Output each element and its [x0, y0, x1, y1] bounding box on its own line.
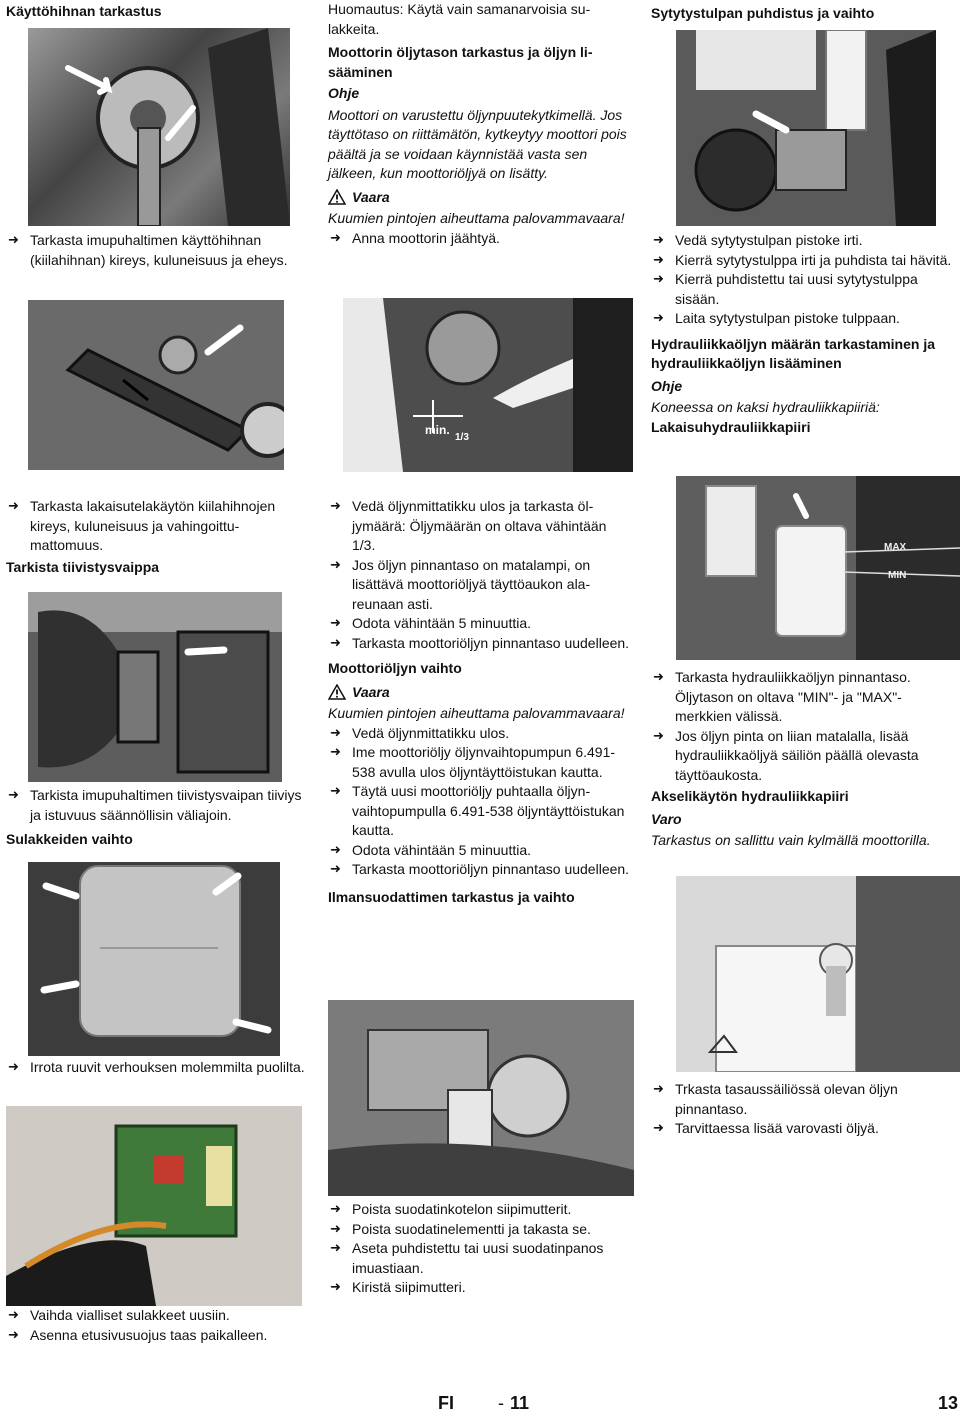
photo-front-cover	[28, 862, 280, 1056]
ohje-label: Ohje	[328, 85, 360, 101]
list-item: ➜ Tarvittaessa lisää varovasti öljyä.	[651, 1119, 954, 1139]
spark-heading-wrap	[651, 4, 954, 24]
hydraulic-heading: Hydrauliikkaöljyn määrän tarkastaminen ja hydrauliikkaöljyn lisääminen	[651, 335, 936, 371]
list-item: ➜ Tarkista imupuhaltimen tiivistysvaipan tiiviys ja istuvuus säännöllisin väliajoin.	[6, 786, 306, 825]
oil-change-heading: Moottoriöljyn vaihto	[328, 660, 462, 676]
warning-icon	[328, 189, 346, 205]
caution-text: Tarkastus on sallittu vain kylmällä moottorilla.	[651, 832, 931, 848]
list-item: ➜ Anna moottorin jäähtyä.	[328, 229, 633, 249]
warning-icon	[328, 684, 346, 700]
photo-spark-plug-graphic	[676, 30, 936, 226]
photo-dipstick	[343, 298, 633, 472]
spark-section	[651, 231, 954, 437]
list-item: ➜ Poista suodatinelementti ja takasta se.	[328, 1220, 633, 1240]
footer-separator: -	[498, 1393, 504, 1413]
photo-hydraulic-tank	[676, 476, 960, 660]
list-item: ➜ Ime moottoriöljy öljynvaihtopumpun 6.491-538 avulla ulos öljyntäyttöistukan kautta.	[328, 743, 633, 782]
list-item: ➜ Kierrä sytytystulppa irti ja puhdista tai hävitä.	[651, 251, 954, 271]
fuse-steps	[6, 1306, 306, 1345]
photo-spark-plug	[676, 30, 936, 226]
seal-steps	[6, 786, 306, 850]
section-belt-heading: Käyttöhihnan tarkastus	[6, 3, 162, 19]
oil-section	[328, 0, 633, 248]
ohje-text: Moottori on varustettu öljynpuutekytkimellä. Jos täyttötaso on riittämätön, kytkeytyy moottori pois päältä ja se voidaan käynnistää vasta sen jälkeen, kun moottoriöljyä on lisätty.	[328, 106, 627, 181]
photo-blower-belt	[28, 28, 290, 226]
section-fuses-heading: Sulakkeiden vaihto	[6, 831, 133, 847]
warning-text: Kuumien pintojen aiheuttama palovammavaara!	[328, 705, 625, 721]
photo-dipstick-graphic	[343, 298, 633, 472]
warning-label: Vaara	[352, 683, 390, 700]
air-filter-heading: Ilmansuodattimen tarkastus ja vaihto	[328, 888, 575, 905]
photo-air-filter-graphic	[328, 1000, 634, 1196]
cover-steps	[6, 1058, 306, 1078]
list-item: ➜ Poista suodatinkotelon siipimutterit.	[328, 1200, 633, 1220]
list-item: ➜ Tarkasta moottoriöljyn pinnantaso uudelleen.	[328, 634, 633, 654]
list-item: ➜ Tarkasta imupuhaltimen käyttöhihnan (kiilahihnan) kireys, kuluneisuus ja eheys.	[6, 231, 306, 270]
oil-heading: Moottorin öljytason tarkastus ja öljyn lisääminen	[328, 44, 593, 80]
fuse-notice: Huomautus: Käytä vain samanarvoisia sulakkeita.	[328, 1, 591, 37]
axle-circuit-heading: Akselikäytön hydrauliikkapiiri	[651, 788, 849, 804]
list-item: ➜ Irrota ruuvit verhouksen molemmilta puolilta.	[6, 1058, 306, 1078]
list-item: ➜ Tarkasta moottoriöljyn pinnantaso uudelleen.	[328, 860, 633, 880]
filter-steps	[328, 1200, 633, 1298]
belt-steps	[6, 231, 306, 270]
list-item: ➜ Odota vähintään 5 minuuttia.	[328, 841, 633, 861]
list-item: ➜ Kiristä siipimutteri.	[328, 1278, 633, 1298]
list-item: ➜ Trkasta tasaussäiliössä olevan öljyn pinnantaso.	[651, 1080, 954, 1119]
section-seal-heading: Tarkista tiivistysvaippa	[6, 558, 160, 575]
hydraulic-section	[651, 668, 954, 851]
list-item: ➜ Jos öljyn pinta on liian matalalla, lisää hydrauliikkaöljyä säiliön päällä olevasta täyttöaukosta.	[651, 727, 954, 786]
spark-heading: Sytytystulpan puhdistus ja vaihto	[651, 5, 875, 21]
photo-expansion-tank	[676, 876, 960, 1072]
photo-seal-graphic	[28, 592, 282, 782]
photo-brush-belt	[28, 300, 284, 470]
brush-steps	[6, 497, 306, 577]
caution-label: Varo	[651, 810, 682, 827]
list-item: ➜ Odota vähintään 5 minuuttia.	[328, 614, 633, 634]
list-item: ➜ Vedä öljynmittatikku ulos ja tarkasta öljymäärä: Öljymäärän on oltava vähintään 1/3.	[328, 497, 633, 556]
list-item: ➜ Vaihda vialliset sulakkeet uusiin.	[6, 1306, 306, 1326]
hydraulic-ohje-text: Koneessa on kaksi hydrauliikkapiiriä:	[651, 399, 880, 415]
list-item: ➜ Laita sytytystulpan pistoke tulppaan.	[651, 309, 954, 329]
photo-air-filter	[328, 1000, 634, 1196]
photo-hydraulic-tank-graphic	[676, 476, 960, 660]
footer-language: FI	[438, 1393, 454, 1413]
footer-page: 11	[510, 1393, 530, 1413]
warning-text: Kuumien pintojen aiheuttama palovammavaara!	[328, 210, 625, 226]
list-item: ➜ Tarkasta hydrauliikkaöljyn pinnantaso. Öljytason on oltava "MIN"- ja "MAX"-merkkien välissä.	[651, 668, 954, 727]
min-mark-label: MIN	[888, 570, 907, 581]
dipstick-min-label: min.	[425, 423, 450, 437]
photo-seal	[28, 592, 282, 782]
list-item: ➜ Kierrä puhdistettu tai uusi sytytystulppa sisään.	[651, 270, 954, 309]
sweeping-circuit-heading: Lakaisuhydrauliikkapiiri	[651, 418, 811, 435]
list-item: ➜ Aseta puhdistettu tai uusi suodatinpanos imuastiaan.	[328, 1239, 633, 1278]
list-item: ➜ Vedä öljynmittatikku ulos.	[328, 724, 633, 744]
max-mark-label: MAX	[884, 542, 907, 553]
warning-row	[328, 188, 633, 208]
oil-check-section	[328, 497, 633, 907]
list-item: ➜ Jos öljyn pinnantaso on matalampi, on lisättävä moottoriöljyä täyttöaukon alareunaan asti.	[328, 556, 633, 615]
warning-row-2	[328, 683, 633, 703]
warning-label: Vaara	[352, 188, 390, 205]
photo-fuse-board	[6, 1106, 302, 1306]
axle-steps	[651, 1080, 954, 1139]
footer-page-number: 13	[938, 1393, 959, 1413]
dipstick-fraction-label: 1/3	[455, 432, 469, 443]
photo-brush-belt-graphic	[28, 300, 284, 470]
photo-front-cover-graphic	[28, 862, 280, 1056]
list-item: ➜ Tarkasta lakaisutelakäytön kiilahihnojen kireys, kuluneisuus ja vahingoittumattomuus.	[6, 497, 306, 556]
photo-fuse-board-graphic	[6, 1106, 302, 1306]
list-item: ➜ Vedä sytytystulpan pistoke irti.	[651, 231, 954, 251]
list-item: ➜ Täytä uusi moottoriöljy puhtaalla öljynvaihtopumpulla 6.491-538 öljyntäyttöistukan kautta.	[328, 782, 633, 841]
list-item: ➜ Asenna etusivusuojus taas paikalleen.	[6, 1326, 306, 1346]
photo-expansion-tank-graphic	[676, 876, 960, 1072]
hydraulic-ohje-label: Ohje	[651, 377, 683, 394]
photo-blower-belt-graphic	[28, 28, 290, 226]
